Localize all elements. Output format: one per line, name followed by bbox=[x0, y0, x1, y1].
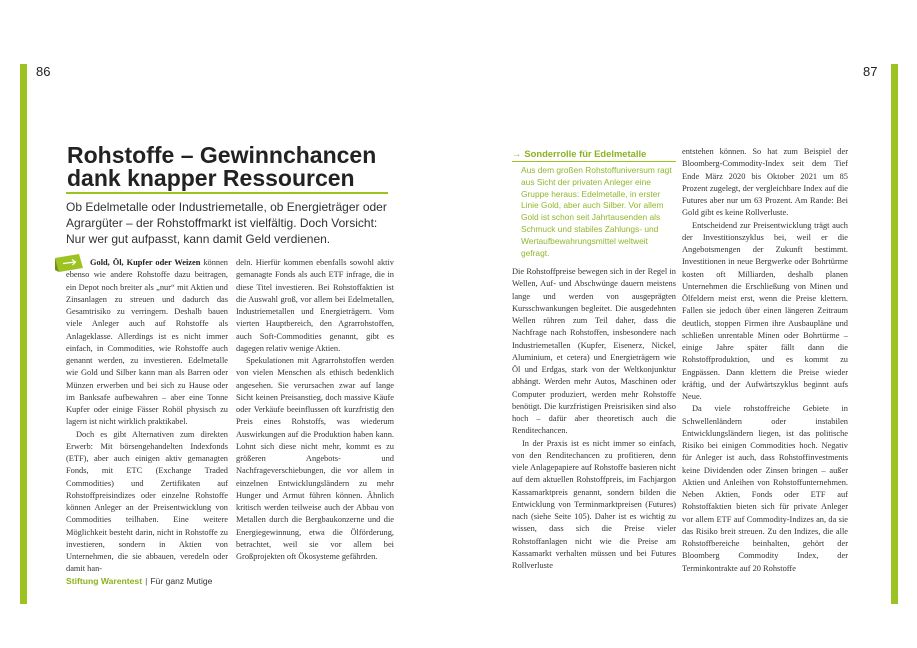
paragraph-3: deln. Hierfür kommen ebenfalls sowohl aktiv gemanagte Fonds als auch ETF infrage, die in diese Titel investieren. Bei Rohstoffaktien ist die Auswahl groß, vor allem bei Edelmetallen, Industriemetallen und Energieträgern. Vom vierten Hauptbereich, den Agrarrohstoffen, auch Soft-Commodities genannt, gibt es dagegen relativ wenige Aktien. bbox=[236, 258, 394, 353]
title-line-1: Rohstoffe – Gewinnchancen bbox=[67, 142, 377, 168]
column-4 bbox=[682, 146, 848, 573]
sidebar-text: Aus dem großen Rohstoffuniversum ragt aus Sicht der privaten Anleger eine Gruppe heraus: Edelmetalle, in erster Linie Gold, aber auch Silber. Vor allem Gold ist schon seit Jahrtausenden als Schmuck und stabiles Zahlungs- und Wertaufbewahrungsmittel weltweit gefragt. bbox=[521, 165, 672, 258]
paragraph-1: können ebenso wie andere Rohstoffe dazu beitragen, ein Depot noch breiter als „nur“ mit Aktien und Zinsanlagen zu streuen und dadurch das Gesamtrisiko zu verringern. Deshalb bauen viele Anleger auch auf Rohstoffe als Anlageklasse. Allerdings ist es nicht immer einfach, in Commodities, wie Rohstoffe auch genannt werden, zu investieren. Edelmetalle wie Gold und Silber kann man als Barren oder Münzen erwerben und bei sich zu Hause oder im Banksafe aufbewahren – aber eine Tonne Kupfer oder einige Fässer Rohöl physisch zu lagern ist nicht wirklich praktikabel. bbox=[66, 258, 228, 427]
title-line-2: dank knapper Ressourcen bbox=[67, 165, 355, 191]
right-accent-bar bbox=[891, 64, 898, 604]
intro-bold: Gold, Öl, Kupfer oder Weizen bbox=[90, 258, 201, 267]
sidebar-box bbox=[512, 148, 676, 258]
paragraph-6: In der Praxis ist es nicht immer so einfach, von den Renditechancen zu profitieren, denn viele Anlagepapiere auf Rohstoffe basieren nicht auf dem aktuellen Rohstoffpreis, im Fachjargon Kassamarktpreis genannt, sondern bilden die Entwicklung von Terminmarktpreisen (Futures) nach (siehe Seite 105). Daher ist es wichtig zu wissen, dass sich die Preise vieler Rohstoffanlagen nicht wie die Preise am Kassamarkt verhalten müssen und bei Futures Rollverluste bbox=[512, 438, 676, 570]
sidebar-heading bbox=[512, 148, 676, 162]
paragraph-7: entstehen können. So hat zum Beispiel der Bloomberg-Commodity-Index seit dem Tief Ende März 2020 bis Oktober 2021 um 85 Prozent zugelegt, der vergleichbare Index auf die Futures aber nur um 63 Prozent. Am Rande: Bei Gold gibt es keine Rollverluste. bbox=[682, 147, 848, 218]
paragraph-4: Spekulationen mit Agrarrohstoffen werden von vielen Menschen als ethisch bedenklich angesehen. Sie verursachen zwar auf lange Sicht keinen Preisanstieg, doch massive Käufe oder Verkäufe beeinflussen oft kurzfristig den Preis eines Rohstoffs, was wiederum Auswirkungen auf die Produktion haben kann. Lohnt sich diese nicht mehr, kommt es zu größeren Angebots- und Nachfrageverschiebungen, die vor allem in einzelnen Entwicklungsländern zu mehr Hunger und Armut führen können. Ähnlich kritisch werden teilweise auch der Abbau von Metallen durch die Bergbaukonzerne und die Energiegewinnung, etwa die Ölförderung, betrachtet, weil sie vor allem bei Großprojekten oft Ökosysteme gefährden. bbox=[236, 356, 394, 561]
page-title bbox=[67, 144, 407, 190]
paragraph-9: Da viele rohstoffreiche Gebiete in Schwellenländern oder instabilen Entwicklungsländern liegen, ist das politische Risiko bei einigen Commodities hoch. Negativ für Anleger ist auch, dass Rohstoffinvestments keine Dividenden oder Zinsen bringen – außer Aktien und Anleihen von Rohstoffunternehmen. Neben Aktien, Fonds oder ETF auf Rohstoffaktien bieten sich für private Anleger vor allem ETF auf Commodity-Indizes an, da sie das Risiko breit streuen. Zu den Indizes, die alle Rohstoffbereiche beinhalten, gehört der Bloomberg Commodity Index, der Terminkontrakte auf 20 Rohstoffe bbox=[682, 404, 848, 573]
page-number-right: 87 bbox=[863, 64, 878, 79]
sidebar-heading-text: Sonderrolle für Edelmetalle bbox=[524, 148, 647, 159]
footer-brand: Stiftung Warentest bbox=[66, 576, 143, 586]
paragraph-2: Doch es gibt Alternativen zum direkten Erwerb: Mit börsengehandelten Indexfonds (ETF), aber auch einigen aktiv gemanagten Fonds, mit ETC (Exchange Traded Commodities) und Zertifikaten auf Rohstoffpreisindizes oder einzelne Rohstoffe können Anleger an der Preisentwicklung von Commodities teilhaben. Eine weitere Möglichkeit besteht darin, nicht in Rohstoffe zu investieren, sondern in Aktien von Unternehmen, die sie abbauen, veredeln oder damit han- bbox=[66, 429, 228, 574]
column-3 bbox=[512, 266, 676, 570]
column-2 bbox=[236, 257, 394, 567]
paragraph-8: Entscheidend zur Preisentwicklung trägt auch der Investitionszyklus bei, weil er die Angebotsmengen der Zukunft bestimmt. Investitionen in neue Bergwerke oder Bohrtürme kosten oft Milliarden, deshalb planen Unternehmen die Erschließung von Minen und Ölfeldern meist erst, wenn die Preise klettern. Fallen sie jedoch über einen längeren Zeitraum deutlich, stoppen Firmen ihre Ausbaupläne und schließen unrentable Minen oder Bohrtürme – einige Jahre später fällt dann die Rohstoffproduktion, und es kommt zu Engpässen. Dann klettern die Preise wieder kräftig, und der Aufwärtszyklus beginnt aufs Neue. bbox=[682, 220, 848, 401]
column-1 bbox=[66, 257, 228, 574]
lead-paragraph: Ob Edelmetalle oder Industriemetalle, ob Energieträger oder Agrargüter – der Rohstoffmarkt ist vielfältig. Doch Vorsicht: Nur wer gut aufpasst, kann damit Geld verdienen. bbox=[66, 200, 387, 246]
title-rule bbox=[66, 192, 388, 194]
paragraph-intro bbox=[66, 257, 228, 429]
footer-section: Für ganz Mutige bbox=[150, 576, 213, 586]
footer-separator: | bbox=[145, 576, 148, 586]
running-footer bbox=[66, 576, 212, 586]
paragraph-5: Die Rohstoffpreise bewegen sich in der Regel in Wellen, Auf- und Abschwünge dauern meistens lange und werden von ausgeprägten Kursschwankungen begleitet. Die ausgedehnten Wellen rühren zum Teil daher, dass die Nachfrage nach Rohstoffen, insbesondere nach Industriemetallen (Kupfer, Eisenerz, Nickel, Aluminium, et cetera) und Energieträgern wie Öl und Erdgas, stark von der Weltkonjunktur abhängt. Werden mehr Autos, Maschinen oder Computer produziert, werden mehr Rohstoffe benötigt. Die kurzfristigen Preisrisiken sind also hoch – dafür aber theoretisch auch die Renditechancen. bbox=[512, 267, 676, 436]
arrow-right-icon: → bbox=[512, 148, 522, 159]
left-accent-bar bbox=[20, 64, 27, 604]
page-number-left: 86 bbox=[36, 64, 51, 79]
